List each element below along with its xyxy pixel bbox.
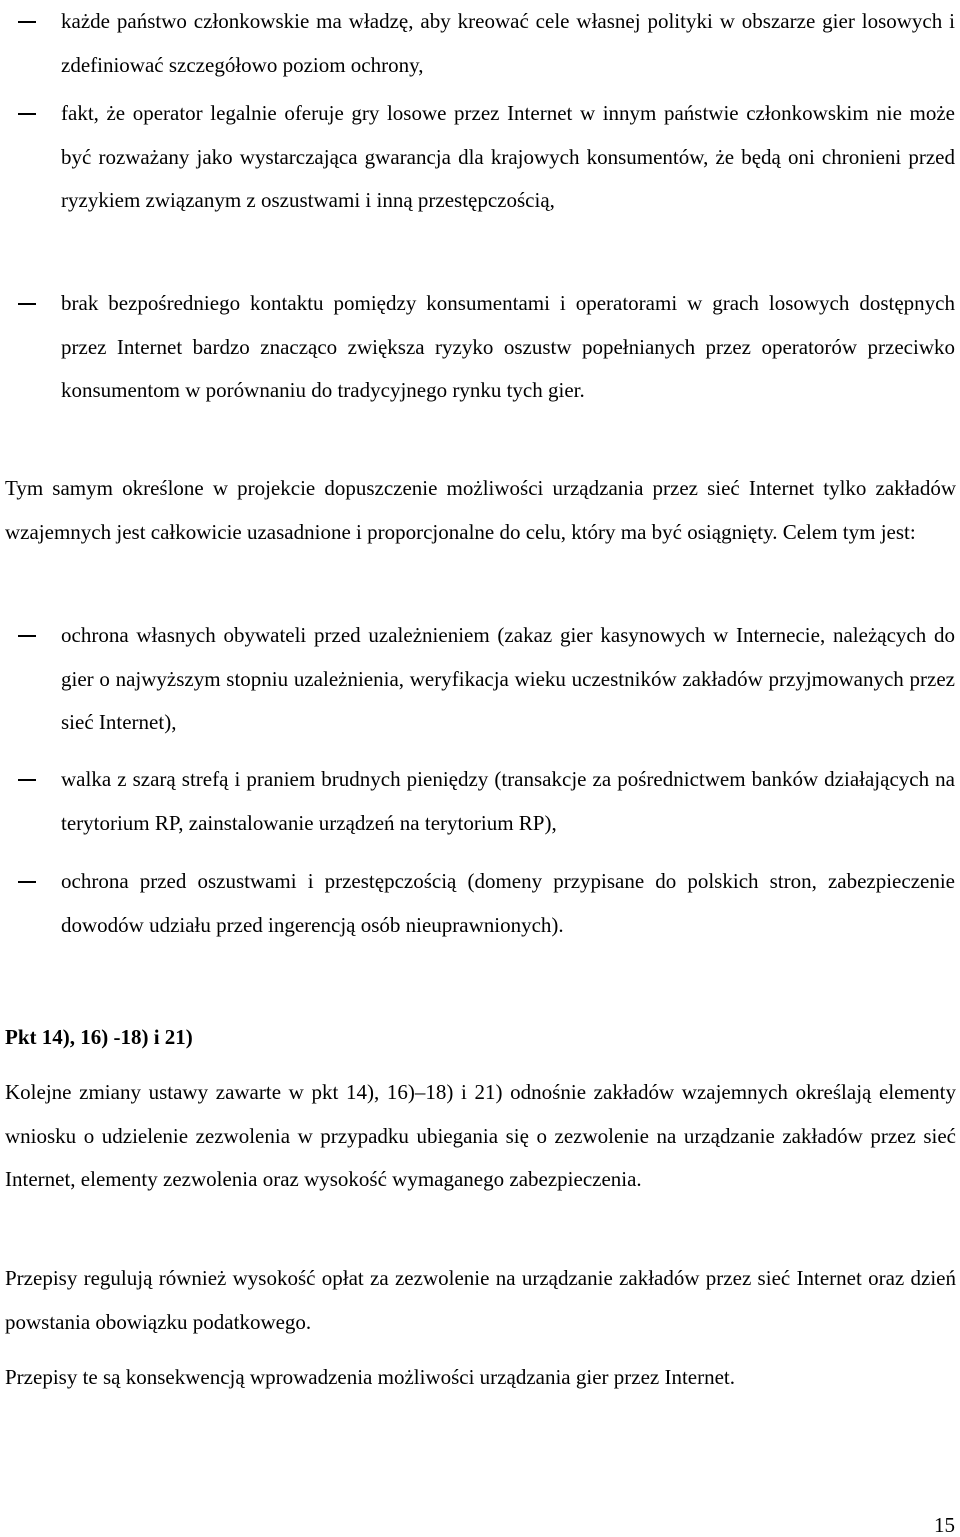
dash-bullet-icon <box>18 113 36 115</box>
list-item-text: fakt, że operator legalnie oferuje gry losowe przez Internet w innym państwie członkowskim nie może być rozważany jako wystarczająca gwarancja dla krajowych konsumentów, że będą oni chronieni przed ryzykiem związanym z oszustwami i inną przestępczością, <box>61 101 955 212</box>
dash-bullet-icon <box>18 881 36 883</box>
list-item-text: walka z szarą strefą i praniem brudnych pieniędzy (transakcje za pośrednictwem banków działających na terytorium RP, zainstalowanie urządzeń na terytorium RP), <box>61 767 955 835</box>
body-paragraph: Przepisy regulują również wysokość opłat za zezwolenie na urządzanie zakładów przez sieć Internet oraz dzień powstania obowiązku podatkowego. <box>5 1266 956 1334</box>
body-paragraph: Przepisy te są konsekwencją wprowadzenia możliwości urządzania gier przez Internet. <box>5 1365 736 1389</box>
dash-bullet-icon <box>18 635 36 637</box>
body-paragraph: Tym samym określone w projekcie dopuszczenie możliwości urządzania przez sieć Internet tylko zakładów wzajemnych jest całkowicie uzasadnione i proporcjonalne do celu, który ma być osiągnięty. Celem tym jest: <box>5 476 956 544</box>
list-item-text: ochrona przed oszustwami i przestępczością (domeny przypisane do polskich stron, zabezpieczenie dowodów udziału przed ingerencją osób nieuprawnionych). <box>61 869 955 937</box>
list-item-text: każde państwo członkowskie ma władzę, aby kreować cele własnej polityki w obszarze gier losowych i zdefiniować szczegółowo poziom ochrony, <box>61 9 955 77</box>
body-paragraph: Kolejne zmiany ustawy zawarte w pkt 14), 16)–18) i 21) odnośnie zakładów wzajemnych określają elementy wniosku o udzielenie zezwolenia w przypadku ubiegania się o zezwolenie na urządzanie zakładów przez sieć Internet, elementy zezwolenia oraz wysokość wymaganego zabezpieczenia. <box>5 1080 956 1191</box>
page-number: 15 <box>934 1513 955 1537</box>
list-item-text: brak bezpośredniego kontaktu pomiędzy konsumentami i operatorami w grach losowych dostępnych przez Internet bardzo znacząco zwiększa ryzyko oszustw popełnianych przez operatorów przeciwko konsumentom w porównaniu do tradycyjnego rynku tych gier. <box>61 291 955 402</box>
section-heading: Pkt 14), 16) -18) i 21) <box>5 1025 193 1049</box>
dash-bullet-icon <box>18 303 36 305</box>
dash-bullet-icon <box>18 779 36 781</box>
dash-bullet-icon <box>18 21 36 23</box>
list-item-text: ochrona własnych obywateli przed uzależnieniem (zakaz gier kasynowych w Internecie, należących do gier o najwyższym stopniu uzależnienia, weryfikacja wieku uczestników zakładów przyjmowanych przez sieć Internet), <box>61 623 955 734</box>
